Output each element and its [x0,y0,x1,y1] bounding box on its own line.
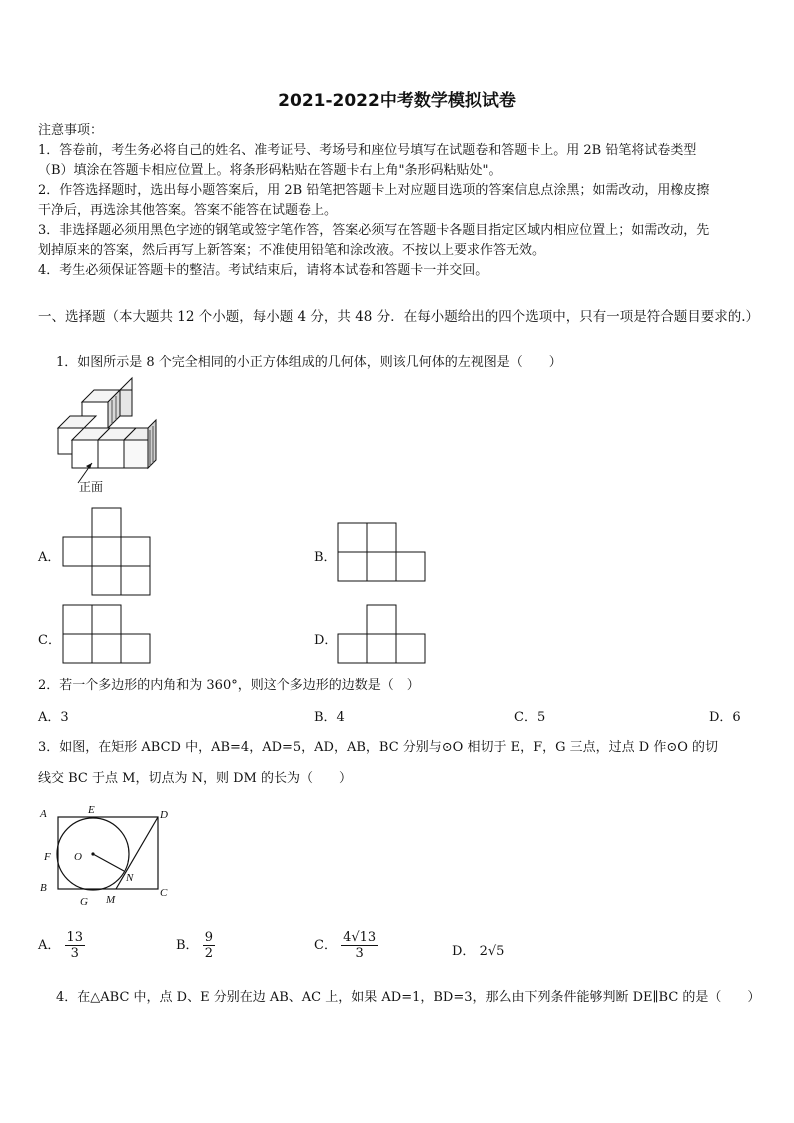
point-label-a: A [40,808,47,820]
q1-option-c-figure [62,604,154,666]
q3-option-b[interactable] [176,930,215,961]
option-value: 2√5 [479,944,505,959]
q1-option-a[interactable]: A． [38,550,61,565]
q2-option-c[interactable]: C．5 [514,710,546,725]
fraction [341,930,378,961]
point-label-n: N [126,872,134,884]
denominator: 3 [355,946,364,961]
notes-line: （B）填涂在答题卡相应位置上。将条形码粘贴在答题卡右上角"条形码粘贴处"。 [38,163,502,178]
q1-option-d-figure [337,604,429,666]
denominator: 2 [204,946,213,961]
point-label-m: M [106,894,116,906]
section-heading: 一、选择题（本大题共 12 个小题，每小题 4 分，共 48 分．在每小题给出的四个选项中，只有一项是符合题目要求的.） [38,309,759,325]
q1-option-a-figure [62,507,154,597]
point-label-c: C [160,887,168,899]
q2-option-d[interactable]: D．6 [709,710,741,725]
fraction [203,930,215,961]
option-letter: C． [314,938,337,953]
notes-block [38,121,758,281]
fraction [65,930,86,961]
numerator: 13 [66,930,84,945]
question-3-stem-line-2: 线交 BC 于点 M，切点为 N，则 DM 的长为（ ） [38,771,352,786]
q1-figure-label: 正面 [79,480,104,494]
notes-line: 2．作答选择题时，选出每小题答案后，用 2B 铅笔把答题卡上对应题目选项的答案信息点涂黑；如需改动，用橡皮擦 [38,183,710,198]
point-label-f: F [44,851,51,863]
q1-solid-figure [52,380,156,496]
q3-geometry-figure [36,802,176,910]
point-label-e: E [88,804,95,816]
notes-line: 3．非选择题必须用黑色字迹的钢笔或签字笔作答，答案必须写在答题卡各题目指定区域内相应位置上；如需改动，先 [38,223,710,238]
point-label-o: O [74,851,82,863]
question-2-stem: 2．若一个多边形的内角和为 360°，则这个多边形的边数是（ ） [38,678,420,693]
q1-option-c[interactable]: C． [38,633,61,648]
point-label-b: B [40,882,47,894]
notes-heading: 注意事项： [38,123,104,138]
notes-line: 1．答卷前，考生务必将自己的姓名、准考证号、考场号和座位号填写在试题卷和答题卡上。用 2B 铅笔将试卷类型 [38,143,697,158]
point-label-d: D [160,809,168,821]
notes-line: 划掉原来的答案，然后再写上新答案；不准使用铅笔和涂改液。不按以上要求作答无效。 [38,243,546,258]
q3-option-d[interactable] [452,940,504,959]
point-label-g: G [80,896,88,908]
numerator: 9 [204,930,213,945]
q1-option-d[interactable]: D． [314,633,338,648]
q1-option-b-figure [337,522,429,582]
q1-option-b[interactable]: B． [314,550,337,565]
numerator: 4√13 [343,930,377,945]
question-4-stem: 4．在△ABC 中，点 D、E 分别在边 AB、AC 上，如果 AD=1，BD=3，那么由下列条件能够判断 DE∥BC 的是（ ） [56,990,761,1005]
question-1-stem: 1．如图所示是 8 个完全相同的小正方体组成的几何体，则该几何体的左视图是（ ） [56,355,562,370]
option-letter: A． [38,938,61,953]
page-title: 2021-2022中考数学模拟试卷 [278,91,516,111]
q3-option-c[interactable] [314,930,378,961]
option-letter: D． [452,944,476,959]
question-3-stem-line-1: 3．如图，在矩形 ABCD 中，AB=4，AD=5，AD，AB，BC 分别与⊙O 相切于 E，F，G 三点，过点 D 作⊙O 的切 [38,740,719,755]
option-letter: B． [176,938,199,953]
q2-option-b[interactable]: B．4 [314,710,345,725]
q2-option-a[interactable]: A．3 [38,710,69,725]
notes-line: 4．考生必须保证答题卡的整洁。考试结束后，请将本试卷和答题卡一并交回。 [38,263,489,278]
notes-line: 干净后，再选涂其他答案。答案不能答在试题卷上。 [38,203,338,218]
denominator: 3 [70,946,79,961]
q3-option-a[interactable] [38,930,85,961]
